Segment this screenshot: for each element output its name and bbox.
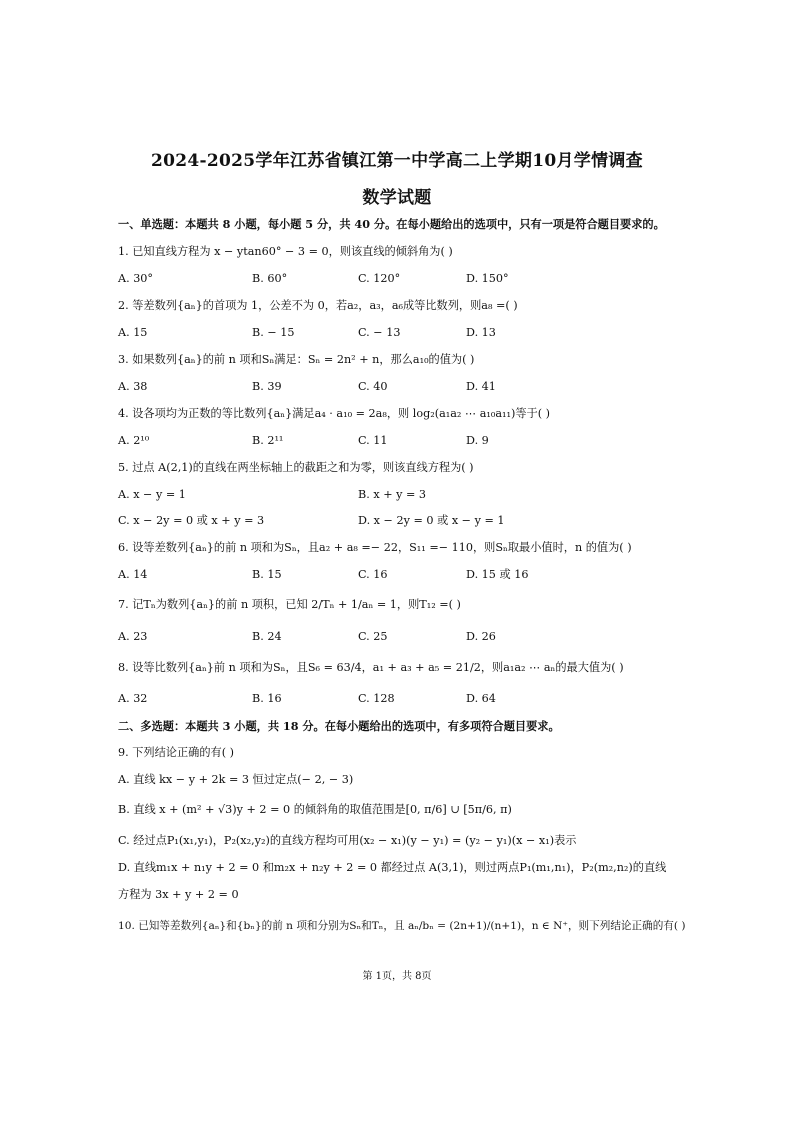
question-6-option-a: A. 14 [118,568,148,581]
question-1-option-d: D. 150° [466,272,509,285]
question-9-option-c: C. 经过点P₁(x₁,y₁)，P₂(x₂,y₂)的直线方程均可用(x₂ − x₁)(y − y₁) = (y₂ − y₁)(x − x₁)表示 [118,834,577,847]
question-9-option-a: A. 直线 kx − y + 2k = 3 恒过定点(− 2, − 3) [118,773,354,786]
question-5-option-d: D. x − 2y = 0 或 x − y = 1 [358,514,505,527]
question-1-option-a: A. 30° [118,272,154,285]
question-5-option-b: B. x + y = 3 [358,488,427,501]
question-9-stem: 9. 下列结论正确的有( ) [118,746,235,759]
page-footer: 第 1页，共 8页 [362,971,432,982]
question-10-stem: 10. 已知等差数列{aₙ}和{bₙ}的前 n 项和分别为Sₙ和Tₙ，且 aₙ/bₙ = (2n+1)/(n+1)，n ∈ N⁺，则下列结论正确的有( ) [118,920,686,932]
section-heading-multiple-choice: 二、多选题：本题共 3 小题，共 18 分。在每小题给出的选项中，有多项符合题目要求。 [118,719,560,733]
question-2-option-d: D. 13 [466,326,496,339]
question-4-option-c: C. 11 [358,434,388,447]
question-6-option-c: C. 16 [358,568,388,581]
question-8-stem: 8. 设等比数列{aₙ}前 n 项和为Sₙ，且S₆ = 63/4，a₁ + a₃ + a₅ = 21/2，则a₁a₂ ⋯ aₙ的最大值为( ) [118,661,624,674]
question-8-option-d: D. 64 [466,692,496,705]
question-3-option-a: A. 38 [118,380,148,393]
question-1-option-c: C. 120° [358,272,401,285]
question-8-option-b: B. 16 [252,692,282,705]
question-4-stem: 4. 设各项均为正数的等比数列{aₙ}满足a₄ · a₁₀ = 2a₈，则 log₂(a₁a₂ ⋯ a₁₀a₁₁)等于( ) [118,407,550,420]
question-5-option-c: C. x − 2y = 0 或 x + y = 3 [118,514,265,527]
question-3-option-b: B. 39 [252,380,282,393]
question-3-option-d: D. 41 [466,380,496,393]
question-5-option-a: A. x − y = 1 [118,488,186,501]
question-9-option-b: B. 直线 x + (m² + √3)y + 2 = 0 的倾斜角的取值范围是[0, π/6] ∪ [5π/6, π) [118,803,512,816]
question-2-option-c: C. − 13 [358,326,401,339]
question-8-option-c: C. 128 [358,692,395,705]
question-2-stem: 2. 等差数列{aₙ}的首项为 1，公差不为 0，若a₂，a₃，a₆成等比数列，则a₈ =( ) [118,299,518,312]
page-subtitle: 数学试题 [362,188,432,208]
question-8-option-a: A. 32 [118,692,148,705]
question-2-option-b: B. − 15 [252,326,295,339]
question-6-option-d: D. 15 或 16 [466,568,529,581]
page-title: 2024-2025学年江苏省镇江第一中学高二上学期10月学情调查 [151,151,643,171]
section-heading-single-choice: 一、单选题：本题共 8 小题，每小题 5 分，共 40 分。在每小题给出的选项中，只有一项是符合题目要求的。 [118,217,665,231]
question-7-option-d: D. 26 [466,630,496,643]
question-4-option-a: A. 2¹⁰ [118,434,150,447]
question-1-option-b: B. 60° [252,272,288,285]
question-4-option-b: B. 2¹¹ [252,434,284,447]
question-4-option-d: D. 9 [466,434,489,447]
question-1-stem: 1. 已知直线方程为 x − ytan60° − 3 = 0，则该直线的倾斜角为( ) [118,245,453,258]
question-5-stem: 5. 过点 A(2,1)的直线在两坐标轴上的截距之和为零，则该直线方程为( ) [118,461,474,474]
question-7-stem: 7. 记Tₙ为数列{aₙ}的前 n 项积，已知 2/Tₙ + 1/aₙ = 1，则T₁₂ =( ) [118,598,461,611]
question-7-option-c: C. 25 [358,630,388,643]
question-7-option-a: A. 23 [118,630,148,643]
question-3-option-c: C. 40 [358,380,388,393]
question-7-option-b: B. 24 [252,630,282,643]
question-9-option-d-line-2: 方程为 3x + y + 2 = 0 [118,888,239,901]
question-9-option-d-line-1: D. 直线m₁x + n₁y + 2 = 0 和m₂x + n₂y + 2 = 0 都经过点 A(3,1)，则过两点P₁(m₁,n₁)，P₂(m₂,n₂)的直线 [118,861,667,874]
question-6-option-b: B. 15 [252,568,282,581]
question-6-stem: 6. 设等差数列{aₙ}的前 n 项和为Sₙ，且a₂ + a₈ =− 22，S₁₁ =− 110，则Sₙ取最小值时，n 的值为( ) [118,541,632,554]
question-2-option-a: A. 15 [118,326,148,339]
question-3-stem: 3. 如果数列{aₙ}的前 n 项和Sₙ满足：Sₙ = 2n² + n，那么a₁₀的值为( ) [118,353,475,366]
